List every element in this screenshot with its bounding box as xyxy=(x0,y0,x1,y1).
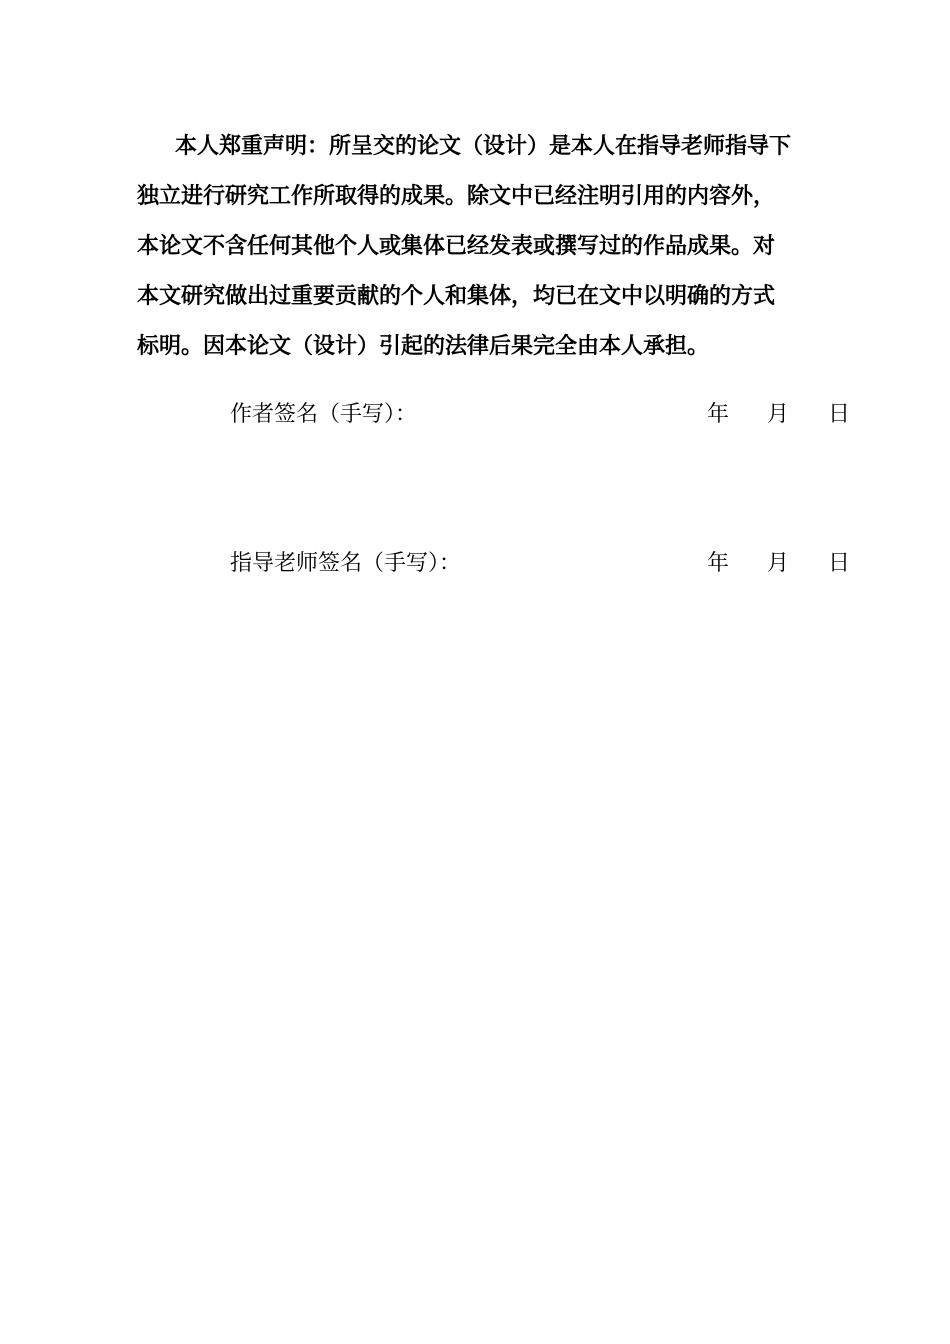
advisor-date-month: 月 xyxy=(767,551,790,576)
declaration-line-5: 标明。因本论文（设计）引起的法律后果完全由本人承担。 xyxy=(137,334,710,359)
author-signature-row xyxy=(230,400,855,430)
declaration-line-4: 本文研究做出过重要贡献的个人和集体，均已在文中以明确的方式 xyxy=(137,284,776,309)
declaration-line-3: 本论文不含任何其他个人或集体已经发表或撰写过的作品成果。对 xyxy=(137,234,776,259)
author-date-month: 月 xyxy=(767,402,790,427)
author-signature-label: 作者签名（手写）： xyxy=(230,402,418,427)
advisor-signature-row xyxy=(230,549,855,579)
author-date-day: 日 xyxy=(828,402,851,427)
author-date-year: 年 xyxy=(707,402,730,427)
originality-declaration xyxy=(137,122,852,372)
advisor-signature-label: 指导老师签名（手写）： xyxy=(230,551,462,576)
advisor-date-year: 年 xyxy=(707,551,730,576)
advisor-date-day: 日 xyxy=(828,551,851,576)
declaration-line-1: 本人郑重声明：所呈交的论文（设计）是本人在指导老师指导下 xyxy=(175,134,792,159)
declaration-line-2: 独立进行研究工作所取得的成果。除文中已经注明引用的内容外， xyxy=(137,184,776,209)
